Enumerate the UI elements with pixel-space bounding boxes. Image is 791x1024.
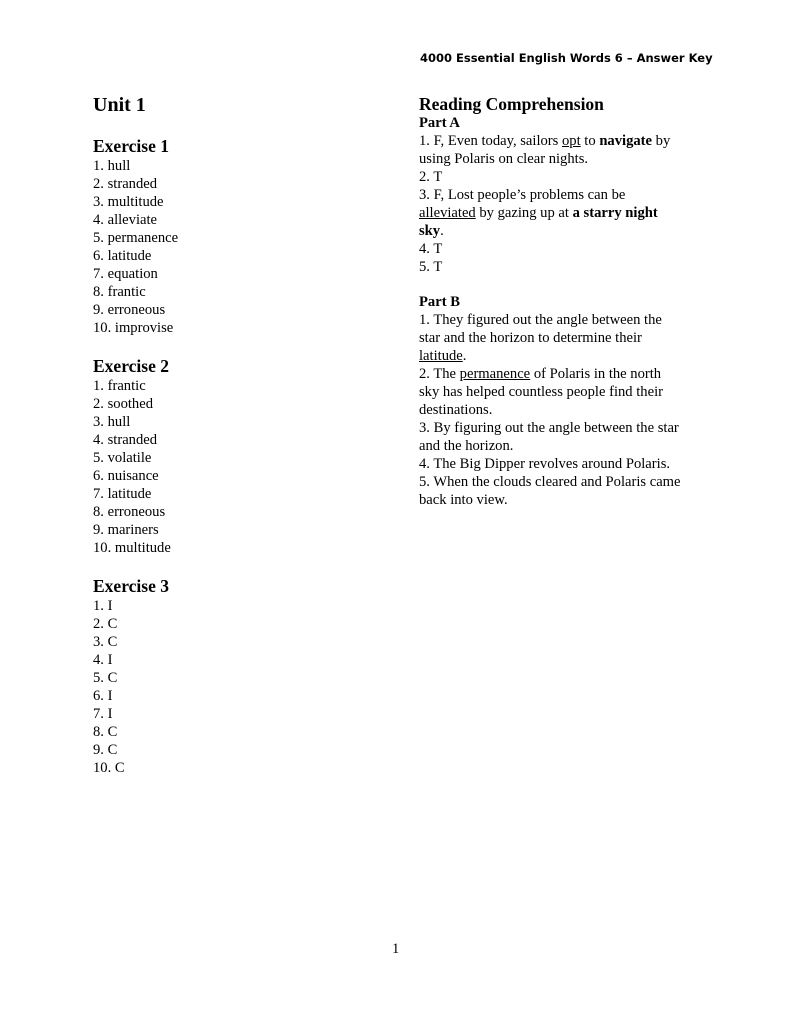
part-b-answer-1-end: [419, 347, 709, 365]
part-b-answer-2-cont: sky has helped countless people find their: [419, 384, 663, 400]
text: by: [652, 133, 671, 149]
answer-item: 6. I: [93, 688, 113, 704]
answer-item: 5. permanence: [93, 230, 179, 246]
answer-item: 10. C: [93, 760, 125, 776]
answer-item: 7. latitude: [93, 486, 152, 502]
exercise-3-title: Exercise 3: [93, 576, 169, 596]
answer-item: 4. I: [93, 652, 113, 668]
part-b-answer-3-cont: and the horizon.: [419, 438, 514, 454]
answer-item: 3. C: [93, 634, 118, 650]
text: of Polaris in the north: [530, 366, 662, 382]
answer-item: 1. frantic: [93, 378, 146, 394]
text: by gazing up at: [475, 205, 573, 221]
text: .: [440, 223, 444, 239]
exercise-1-title: Exercise 1: [93, 136, 169, 156]
part-b-answer-2: [419, 365, 709, 383]
answer-item: 2. C: [93, 616, 118, 632]
bold-word: sky: [419, 223, 441, 239]
part-a-answer-3-cont: [419, 204, 709, 222]
answer-item: 4. stranded: [93, 432, 158, 448]
exercise-3-list: [93, 597, 393, 777]
answer-item: 3. multitude: [93, 194, 164, 210]
part-b-answer-5-cont: back into view.: [419, 492, 508, 508]
underlined-word: latitude: [419, 348, 463, 364]
answer-item: 1. I: [93, 598, 113, 614]
left-column: [93, 92, 393, 777]
answer-item: 6. latitude: [93, 248, 152, 264]
answer-item: 9. mariners: [93, 522, 159, 538]
answer-item: 7. I: [93, 706, 113, 722]
part-a-answer-2: 2. T: [419, 169, 443, 185]
part-b-answer-1: 1. They figured out the angle between the: [419, 312, 662, 328]
part-a-answer-1-cont: using Polaris on clear nights.: [419, 151, 589, 167]
part-a-answer-3-end: [419, 222, 709, 240]
text: 2. The: [419, 366, 460, 382]
text: to: [580, 133, 600, 149]
reading-comprehension-title: Reading Comprehension: [419, 94, 604, 114]
part-b-answer-3: 3. By figuring out the angle between the star: [419, 420, 679, 436]
answer-item: 9. C: [93, 742, 118, 758]
bold-phrase: a starry night: [572, 205, 658, 221]
answer-item: 10. improvise: [93, 320, 174, 336]
part-a-answer-5: 5. T: [419, 259, 443, 275]
part-b-answer-2-end: destinations.: [419, 402, 493, 418]
answer-item: 9. erroneous: [93, 302, 166, 318]
answer-item: 2. soothed: [93, 396, 153, 412]
part-a-answer-3: 3. F, Lost people’s problems can be: [419, 187, 626, 203]
exercise-2-list: [93, 377, 393, 557]
underlined-word: alleviated: [419, 205, 476, 221]
right-column: [419, 94, 709, 509]
answer-item: 10. multitude: [93, 540, 171, 556]
exercise-2-title: Exercise 2: [93, 356, 169, 376]
answer-item: 4. alleviate: [93, 212, 158, 228]
answer-item: 8. erroneous: [93, 504, 166, 520]
part-a-title: Part A: [419, 115, 460, 131]
answer-item: 1. hull: [93, 158, 131, 174]
part-a-answer-4: 4. T: [419, 241, 443, 257]
page-number: 1: [392, 941, 400, 957]
underlined-word: permanence: [459, 366, 531, 382]
answer-item: 5. C: [93, 670, 118, 686]
answer-item: 8. C: [93, 724, 118, 740]
bold-word: navigate: [599, 133, 653, 149]
running-header: 4000 Essential English Words 6 – Answer Key: [420, 51, 713, 65]
answer-item: 3. hull: [93, 414, 131, 430]
text: .: [462, 348, 467, 364]
answer-item: 8. frantic: [93, 284, 146, 300]
underlined-word: opt: [562, 133, 581, 149]
text: 1. F, Even today, sailors: [419, 133, 562, 149]
part-b-title: Part B: [419, 294, 460, 310]
part-a-answer-1: [419, 132, 709, 150]
part-b-answer-1-cont: star and the horizon to determine their: [419, 330, 642, 346]
unit-title: Unit 1: [93, 94, 146, 116]
part-b-answer-4: 4. The Big Dipper revolves around Polaris.: [419, 456, 671, 472]
part-b-answer-5: 5. When the clouds cleared and Polaris came: [419, 474, 681, 490]
answer-item: 5. volatile: [93, 450, 152, 466]
answer-item: 6. nuisance: [93, 468, 159, 484]
answer-item: 7. equation: [93, 266, 158, 282]
exercise-1-list: [93, 157, 393, 337]
answer-item: 2. stranded: [93, 176, 158, 192]
